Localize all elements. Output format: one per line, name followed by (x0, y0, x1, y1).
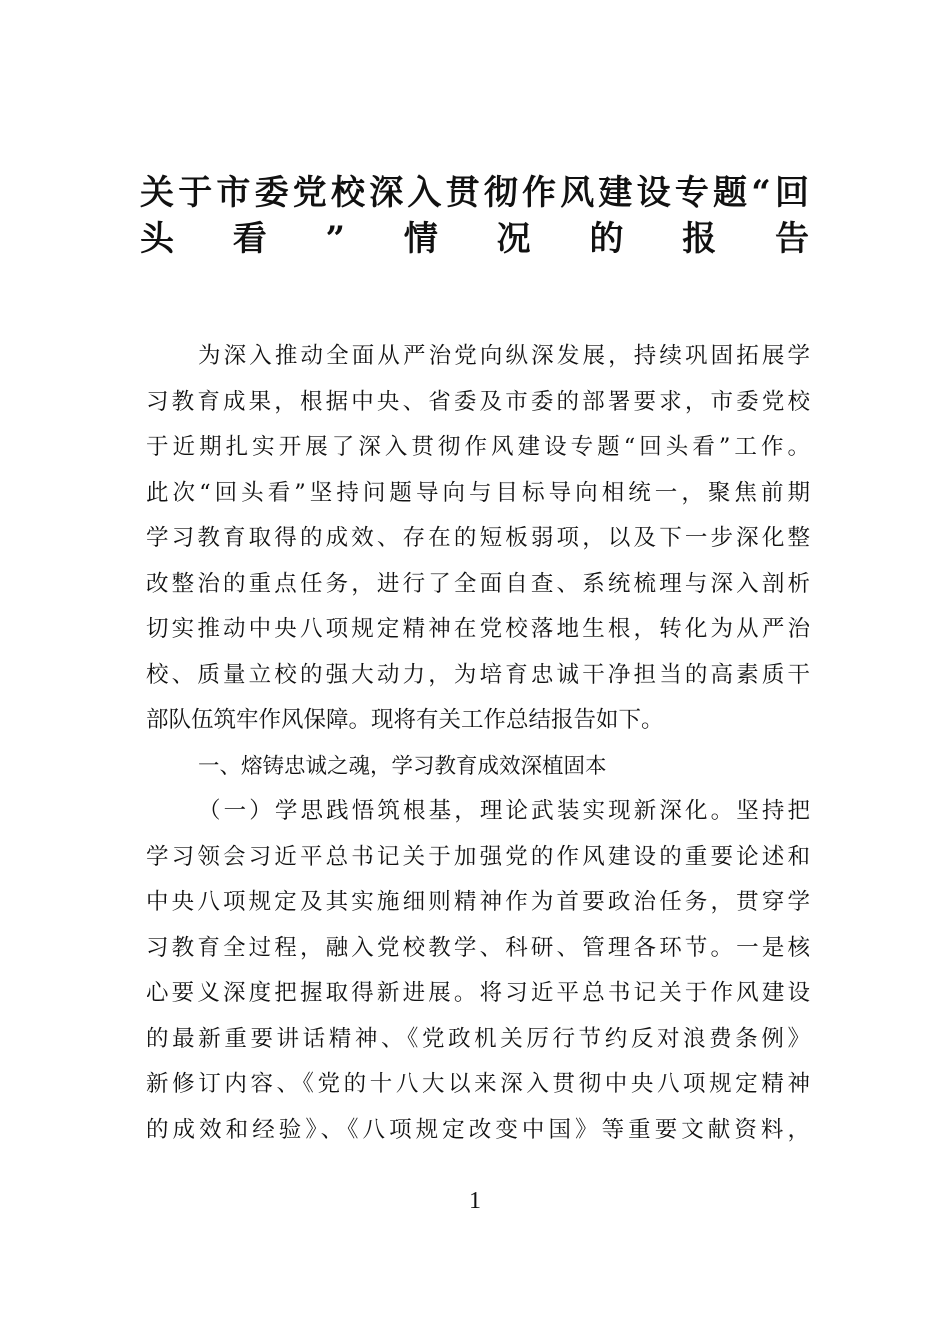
paragraph-line: 校、质量立校的强大动力，为培育忠诚干净担当的高素质干 (146, 661, 810, 688)
paragraph-line: 心要义深度把握取得新进展。将习近平总书记关于作风建设 (146, 980, 810, 1006)
title-line: 头看”情况的报告 (140, 218, 810, 259)
paragraph-line: 改整治的重点任务，进行了全面自查、系统梳理与深入剖析 (146, 570, 810, 597)
subsection-paragraph (146, 789, 810, 1153)
paragraph-line: 此次“回头看”坚持问题导向与目标导向相统一，聚焦前期 (146, 479, 810, 506)
paragraph-line: 学习教育取得的成效、存在的短板弱项，以及下一步深化整 (146, 525, 810, 551)
document-body (146, 334, 810, 1153)
document-title (140, 160, 810, 259)
paragraph-line: 切实推动中央八项规定精神在党校落地生根，转化为从严治 (146, 616, 810, 642)
page-number: 1 (469, 1188, 481, 1214)
intro-paragraph (146, 334, 810, 744)
paragraph-line: 为深入推动全面从严治党向纵深发展，持续巩固拓展学 (198, 343, 810, 369)
title-line: 关于市委党校深入贯彻作风建设专题“回 (140, 173, 810, 213)
paragraph-line: 新修订内容、《党的十八大以来深入贯彻中央八项规定精神 (146, 1071, 810, 1097)
paragraph-line: 的成效和经验》、《八项规定改变中国》等重要文献资料， (146, 1116, 810, 1143)
section-heading: 一、熔铸忠诚之魂，学习教育成效深植固本 (198, 753, 607, 779)
paragraph-line: （一）学思践悟筑根基，理论武装实现新深化。坚持把 (198, 798, 810, 824)
paragraph-line: 中央八项规定及其实施细则精神作为首要政治任务，贯穿学 (146, 889, 810, 915)
paragraph-line: 于近期扎实开展了深入贯彻作风建设专题“回头看”工作。 (146, 434, 810, 460)
paragraph-line: 习教育全过程，融入党校教学、科研、管理各环节。一是核 (146, 934, 810, 961)
paragraph-line: 部队伍筑牢作风保障。现将有关工作总结报告如下。 (146, 707, 664, 733)
paragraph-line: 的最新重要讲话精神、《党政机关厉行节约反对浪费条例》 (146, 1025, 810, 1052)
paragraph-line: 学习领会习近平总书记关于加强党的作风建设的重要论述和 (146, 843, 810, 870)
paragraph-line: 习教育成果，根据中央、省委及市委的部署要求，市委党校 (146, 388, 810, 415)
